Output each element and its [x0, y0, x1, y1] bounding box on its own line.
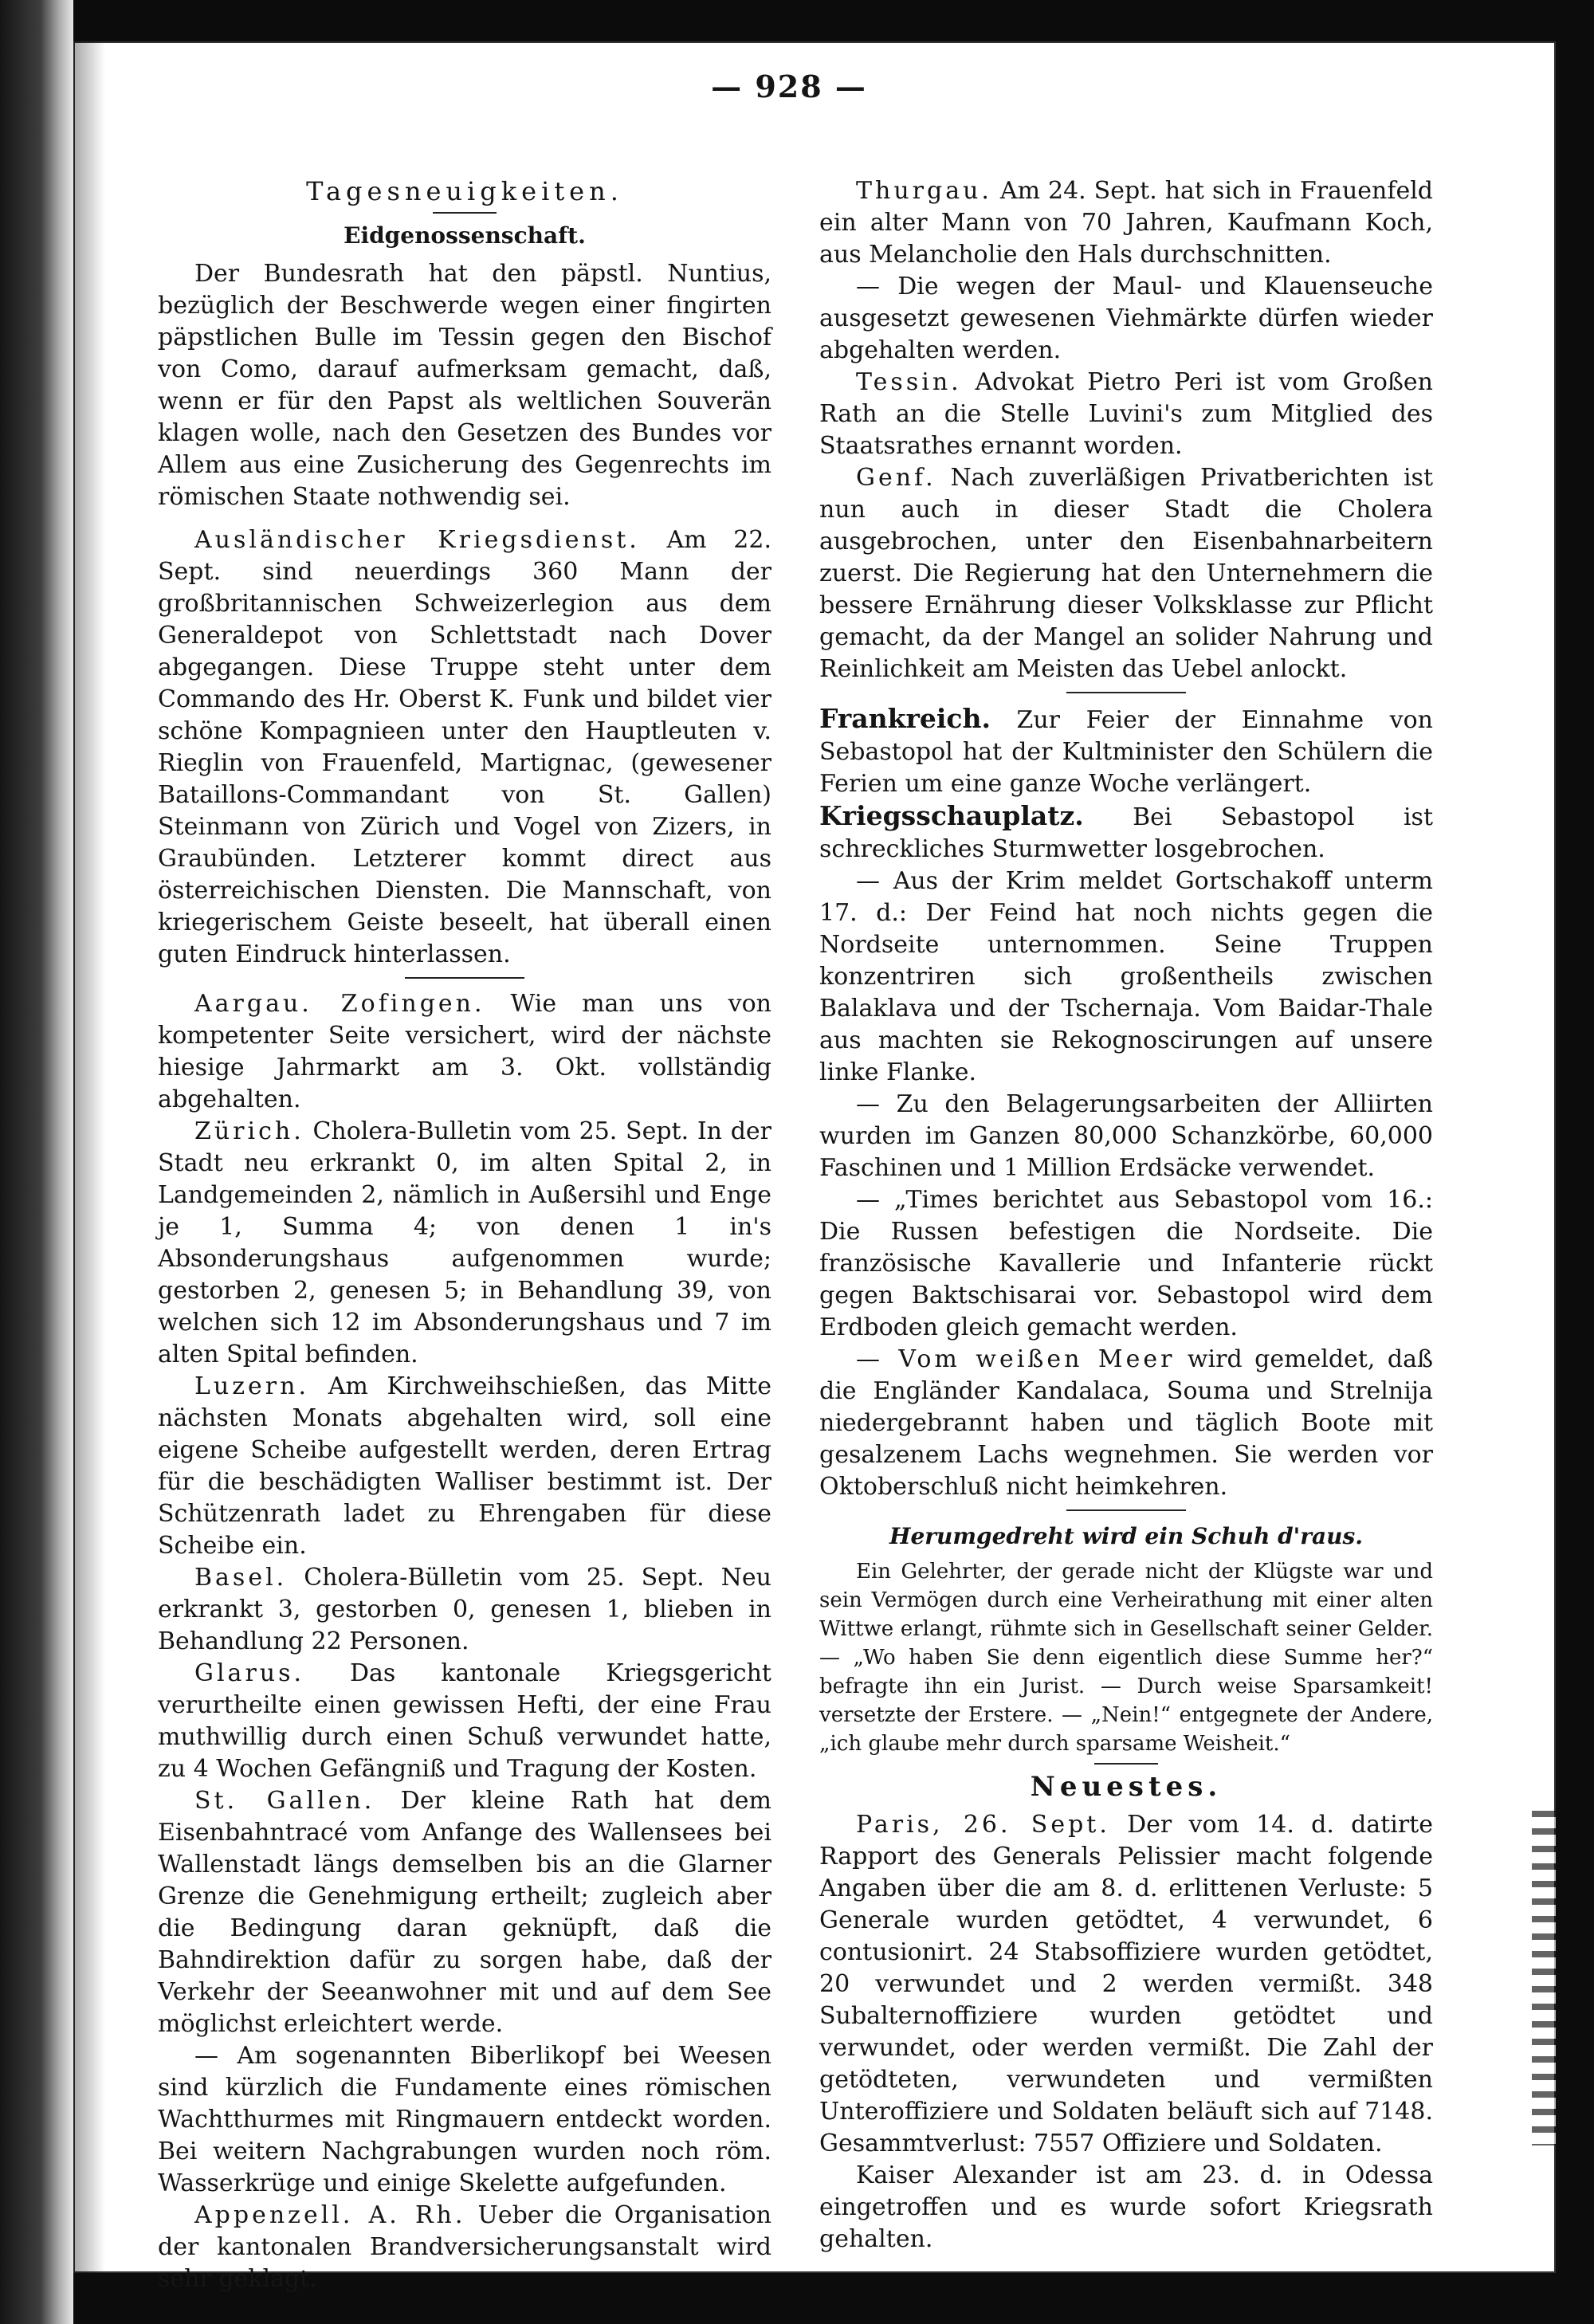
- article-paragraph: Der Bundesrath hat den päpstl. Nuntius, bezüglich der Beschwerde wegen einer fingirten päpstlichen Bulle im Tessin gegen den Bischof von Como, darauf aufmerksam gemacht, daß, wenn er für den Papst als weltlichen Souverän klagen wolle, nach den Gesetzen des Bundes vor Allem aus eine Zusicherung des Gegenrechts im römischen Staate nothwendig sei.: [158, 260, 771, 511]
- divider: [433, 212, 497, 214]
- anecdote-text: Ein Gelehrter, der gerade nicht der Klügste war und sein Vermögen durch eine Verheirathung mit einer alten Wittwe erlangt, rühmte sich in Gesellschaft seiner Gelder. — „Wo haben Sie denn eigentlich diese Summe her?“ befragte ihn ein Jurist. — Durch weise Sparsamkeit! versetzte der Erstere. — „Nein!“ entgegnete der Andere, „ich glaube mehr durch sparsame Weisheit.“: [819, 1560, 1433, 1756]
- section-subheading: Eidgenossenschaft.: [344, 222, 586, 249]
- page-number: — 928 —: [711, 69, 867, 104]
- divider: [405, 977, 524, 979]
- article-lead: Tessin.: [856, 368, 962, 396]
- article-paragraph: Appenzell. A. Rh. Ueber die Organisation der kantonalen Brandversicherungsanstalt wird sehr geklagt.: [158, 2201, 771, 2293]
- article-paragraph: — Zu den Belagerungsarbeiten der Alliirten wurden im Ganzen 80,000 Schanzkörbe, 60,000 Faschinen und 1 Million Erdsäcke verwendet.: [819, 1090, 1433, 1182]
- divider: [1094, 1763, 1158, 1765]
- article-paragraph: Kriegsschauplatz. Bei Sebastopol ist schreckliches Sturmwetter losgebrochen.: [819, 800, 1433, 863]
- article-paragraph: — Aus der Krim meldet Gortschakoff unterm 17. d.: Der Feind hat noch nichts gegen die Nordseite unternommen. Seine Truppen konzentriren sich großentheils zwischen Balaklava und der Tschernaja. Vom Baidar-Thale aus machten sie Rekognoscirungen auf unsere linke Flanke.: [819, 867, 1433, 1086]
- anecdote-title: Herumgedreht wird ein Schuh d'raus.: [889, 1523, 1363, 1549]
- article-paragraph: Kaiser Alexander ist am 23. d. in Odessa eingetroffen und es wurde sofort Kriegsrath gehalten.: [819, 2161, 1434, 2253]
- article-paragraph: Basel. Cholera-Bülletin vom 25. Sept. Neu erkrankt 3, gestorben 0, genesen 1, blieben in Behandlung 22 Personen.: [158, 1564, 771, 1655]
- article-paragraph: Genf. Nach zuverläßigen Privatberichten ist nun auch in dieser Stadt die Cholera ausgebrochen, unter den Eisenbahnarbeitern zuerst. Die Regierung hat den Unternehmern die bessere Ernährung dieser Volksklasse zur Pflicht gemacht, da der Mangel an solider Nahrung und Reinlichkeit am Meisten das Uebel anlockt.: [819, 464, 1433, 683]
- article-paragraph: Ausländischer Kriegsdienst. Am 22. Sept. sind neuerdings 360 Mann der großbritannischen Schweizerlegion aus dem Generaldepot von Schlettstadt nach Dover abgegangen. Diese Truppe steht unter dem Commando des Hr. Oberst K. Funk und bildet vier schöne Kompagnieen unter den Hauptleuten v. Rieglin von Frauenfeld, Martignac, (gewesener Bataillons-Commandant von St. Gallen) Steinmann von Zürich und Vogel von Zizers, in Graubünden. Letzterer kommt direct aus österreichischen Diensten. Die Mannschaft, von kriegerischem Geiste beseelt, hat überall einen guten Eindruck hinterlassen.: [158, 526, 771, 968]
- article-lead: Genf.: [856, 464, 936, 492]
- left-column: [158, 175, 771, 2295]
- article-paragraph: Glarus. Das kantonale Kriegsgericht verurtheilte einen gewissen Hefti, der eine Frau muthwillig durch einen Schuß verwundet hatte, zu 4 Wochen Gefängniß und Tragung der Kosten.: [158, 1659, 771, 1783]
- section-title: Tagesneuigkeiten.: [306, 176, 623, 206]
- article-lead: Appenzell. A. Rh.: [194, 2201, 466, 2229]
- article-paragraph: Paris, 26. Sept. Der vom 14. d. datirte Rapport des Generals Pelissier macht folgende Angaben über die am 8. d. erlittenen Verluste: 5 Generale wurden getödtet, 4 verwundet, 6 contusionirt. 24 Stabsoffiziere wurden getödtet, 20 verwundet und 2 werden vermißt. 348 Subalternoffiziere wurden getödtet und verwundet, oder werden vermißt. Die Zahl der getödteten, verwundeten und vermißten Unteroffiziere und Soldaten beläuft sich auf 7148. Gesammtverlust: 7557 Offiziere und Soldaten.: [819, 1811, 1433, 2157]
- article-paragraph: — Die wegen der Maul- und Klauenseuche ausgesetzt gewesenen Viehmärkte dürfen wieder abgehalten werden.: [819, 273, 1433, 364]
- right-column: [819, 175, 1433, 2255]
- facing-page-edge: [0, 0, 73, 2324]
- article-paragraph: St. Gallen. Der kleine Rath hat dem Eisenbahntracé vom Anfange des Wallensees bei Wallenstadt längs demselben bis an die Glarner Grenze die Genehmigung ertheilt; zugleich aber die Bedingung daran geknüpft, daß die Bahndirektion dafür zu sorgen habe, daß der Verkehr der Seeanwohner mit und auf dem See möglichst erleichtert werde.: [158, 1787, 771, 2038]
- article-paragraph: — Vom weißen Meer wird gemeldet, daß die Engländer Kandalaca, Souma und Strelnija niedergebrannt haben und täglich Boote mit gesalzenem Lachs wegnehmen. Sie werden vor Oktoberschluß nicht heimkehren.: [819, 1345, 1433, 1501]
- article-lead: Basel.: [194, 1564, 288, 1592]
- article-paragraph: Thurgau. Am 24. Sept. hat sich in Frauenfeld ein alter Mann von 70 Jahren, Kaufmann Koch, aus Melancholie den Hals durchschnitten.: [819, 177, 1433, 269]
- article-paragraph: — Am sogenannten Biberlikopf bei Weesen sind kürzlich die Fundamente eines römischen Wachtthurmes mit Ringmauern entdeckt worden. Bei weitern Nachgrabungen wurden noch röm. Wasserkrüge und einige Skelette aufgefunden.: [158, 2042, 772, 2197]
- article-lead: Paris, 26. Sept.: [856, 1811, 1110, 1839]
- article-lead: Ausländischer Kriegsdienst.: [194, 526, 640, 554]
- article-lead: Aargau. Zofingen.: [194, 990, 485, 1018]
- article-lead: Luzern.: [194, 1372, 310, 1400]
- article-paragraph: Zürich. Cholera-Bulletin vom 25. Sept. In der Stadt neu erkrankt 0, im alten Spital 2, in Landgemeinden 2, nämlich in Außersihl und Enge je 1, Summa 4; von denen 1 in's Absonderungshaus aufgenommen wurde; gestorben 2, genesen 5; in Behandlung 39, von welchen sich 12 im Absonderungshaus und 7 im alten Spital befinden.: [158, 1117, 771, 1368]
- gutter-shadow: [73, 41, 105, 2273]
- article-lead: Thurgau.: [856, 177, 992, 205]
- latest-news-title: Neuestes.: [1030, 1771, 1223, 1803]
- edge-marks: [1532, 1811, 1556, 2145]
- article-paragraph: Luzern. Am Kirchweihschießen, das Mitte nächsten Monats abgehalten wird, soll eine eigene Scheibe aufgestellt werden, deren Ertrag für die beschädigten Walliser bestimmt ist. Der Schützenrath ladet zu Ehrengaben für diese Scheibe ein.: [158, 1372, 771, 1560]
- article-paragraph: — „Times berichtet aus Sebastopol vom 16.: Die Russen befestigen die Nordseite. Die französische Kavallerie und Infanterie rückt gegen Baktschisarai vor. Sebastopol wird dem Erdboden gleich gemacht werden.: [819, 1186, 1433, 1341]
- article-lead: Glarus.: [194, 1659, 305, 1687]
- article-lead: Zürich.: [194, 1117, 304, 1145]
- article-paragraph: Aargau. Zofingen. Wie man uns von kompetenter Seite versichert, wird der nächste hiesige Jahrmarkt am 3. Okt. vollständig abgehalten.: [158, 990, 771, 1113]
- divider: [1066, 692, 1186, 693]
- article-lead: Frankreich.: [819, 703, 991, 734]
- article-lead: St. Gallen.: [194, 1787, 375, 1815]
- article-paragraph: Tessin. Advokat Pietro Peri ist vom Großen Rath an die Stelle Luvini's zum Mitglied des Staatsrathes ernannt worden.: [819, 368, 1433, 460]
- article-lead: Kriegsschauplatz.: [819, 800, 1084, 831]
- divider: [1066, 1509, 1186, 1511]
- anecdote-block: [819, 1557, 1433, 1758]
- article-paragraph: Frankreich. Zur Feier der Einnahme von Sebastopol hat der Kultminister den Schülern die Ferien um eine ganze Woche verlängert.: [819, 703, 1433, 798]
